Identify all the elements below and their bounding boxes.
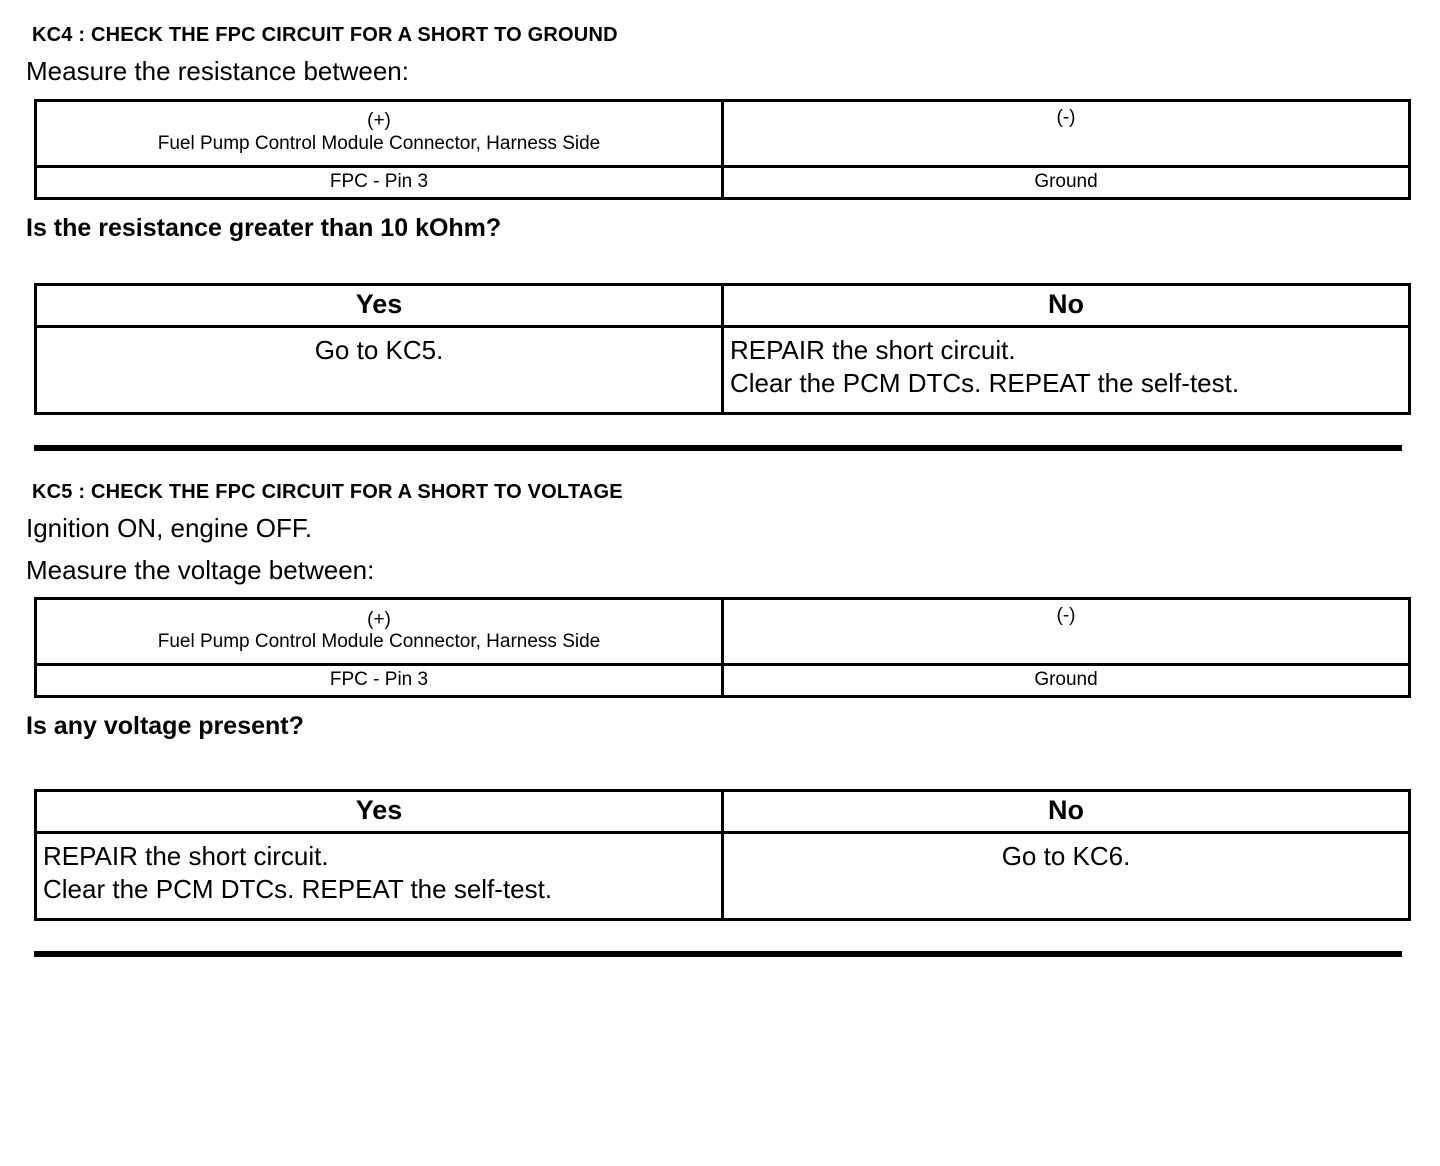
yes-action-text: Go to KC5. xyxy=(314,334,444,365)
measurement-header-negative xyxy=(723,100,1410,166)
no-action-text: REPAIR the short circuit. Clear the PCM DTCs. REPEAT the self-test. xyxy=(730,334,1240,398)
step-instruction-kc5-2: Measure the voltage between: xyxy=(26,554,375,585)
decision-table-kc5 xyxy=(34,789,1411,921)
measurement-header-negative xyxy=(723,599,1410,665)
yes-label: Yes xyxy=(355,795,403,826)
positive-connector-label: Fuel Pump Control Module Connector, Harness Side xyxy=(157,132,601,154)
step-question-kc5: Is any voltage present? xyxy=(26,712,304,741)
table-row xyxy=(36,665,1410,697)
measurement-header-positive xyxy=(36,599,723,665)
step-question-kc4: Is the resistance greater than 10 kOhm? xyxy=(26,213,502,242)
table-row xyxy=(36,326,1410,413)
decision-header-no xyxy=(723,284,1410,326)
spacer xyxy=(26,751,1400,777)
no-action-text: Go to KC6. xyxy=(1001,841,1131,872)
negative-sign-label: (-) xyxy=(1056,106,1076,128)
yes-action-text: REPAIR the short circuit. Clear the PCM DTCs. REPEAT the self-test. xyxy=(43,841,553,905)
no-label: No xyxy=(1048,795,1084,826)
decision-cell-no xyxy=(723,326,1410,413)
diagnostic-step-kc4 xyxy=(26,24,1400,415)
measurement-cell-negative xyxy=(723,665,1410,697)
step-title-kc5: KC5 : CHECK THE FPC CIRCUIT FOR A SHORT TO VOLTAGE xyxy=(32,480,623,503)
diagnostic-step-kc5 xyxy=(26,481,1400,922)
step-instruction-kc4-1: Measure the resistance between: xyxy=(26,56,409,86)
table-row xyxy=(36,833,1410,920)
decision-cell-no xyxy=(723,833,1410,920)
section-divider xyxy=(34,951,1402,957)
table-row xyxy=(36,166,1410,198)
decision-header-yes xyxy=(36,284,723,326)
positive-connector-label: Fuel Pump Control Module Connector, Harness Side xyxy=(157,631,601,653)
negative-pin-value: Ground xyxy=(1034,669,1098,691)
spacer xyxy=(26,253,1400,271)
measurement-header-positive xyxy=(36,100,723,166)
positive-pin-value: FPC - Pin 3 xyxy=(329,170,429,192)
decision-header-yes xyxy=(36,791,723,833)
measurement-table-kc5 xyxy=(34,597,1411,698)
measurement-table-kc4 xyxy=(34,99,1411,200)
measurement-cell-positive xyxy=(36,665,723,697)
positive-pin-value: FPC - Pin 3 xyxy=(329,669,429,691)
table-row xyxy=(36,791,1410,833)
positive-sign-label: (+) xyxy=(367,608,391,630)
table-row xyxy=(36,100,1410,166)
no-label: No xyxy=(1048,288,1084,319)
step-title-kc4: KC4 : CHECK THE FPC CIRCUIT FOR A SHORT TO GROUND xyxy=(32,24,618,46)
positive-sign-label: (+) xyxy=(367,110,391,132)
yes-label: Yes xyxy=(355,288,403,319)
decision-cell-yes xyxy=(36,326,723,413)
negative-pin-value: Ground xyxy=(1034,170,1098,192)
measurement-cell-negative xyxy=(723,166,1410,198)
measurement-cell-positive xyxy=(36,166,723,198)
decision-cell-yes xyxy=(36,833,723,920)
decision-table-kc4 xyxy=(34,283,1411,415)
decision-header-no xyxy=(723,791,1410,833)
table-row xyxy=(36,284,1410,326)
step-instruction-kc5-1: Ignition ON, engine OFF. xyxy=(26,512,313,543)
table-row xyxy=(36,599,1410,665)
section-divider xyxy=(34,445,1402,451)
negative-sign-label: (-) xyxy=(1056,605,1076,627)
